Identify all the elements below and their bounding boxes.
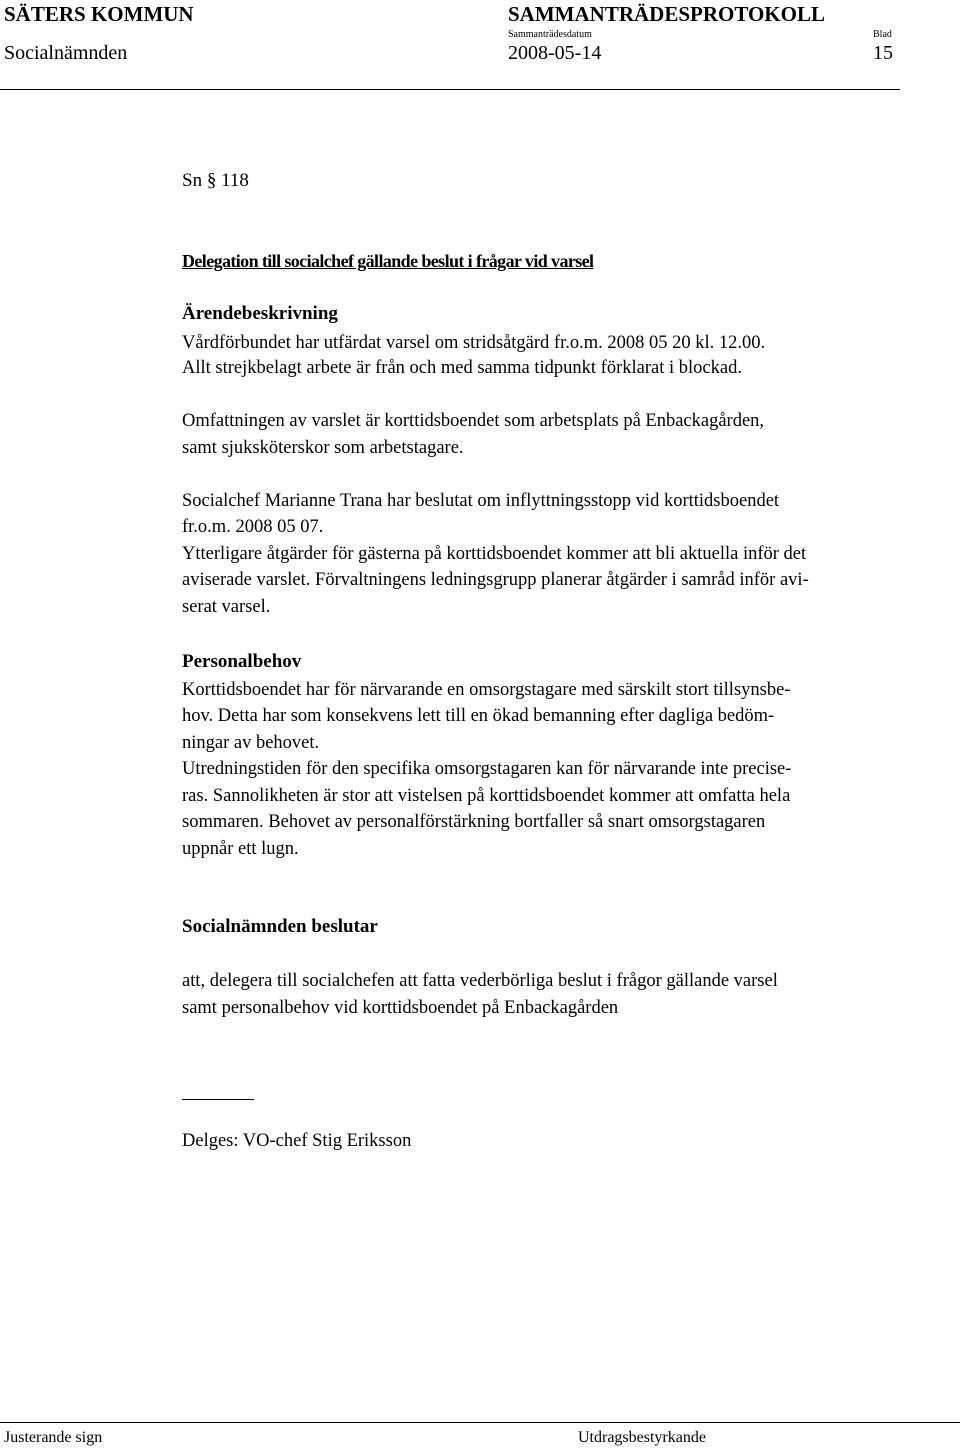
header-rule bbox=[0, 89, 900, 90]
paragraph-line: Socialchef Marianne Trana har beslutat om inflyttningsstopp vid korttidsboendet bbox=[182, 491, 780, 511]
paragraph-line: Vårdförbundet har utfärdat varsel om stridsåtgärd fr.o.m. 2008 05 20 kl. 12.00. bbox=[182, 333, 766, 353]
paragraph-line: ras. Sannolikheten är stor att vistelsen på korttidsboendet kommer att omfatta hela bbox=[182, 786, 791, 806]
section-title: Delegation till socialchef gällande beslut i frågar vid varsel bbox=[182, 251, 594, 271]
signature-rule bbox=[182, 1099, 254, 1100]
meeting-date: 2008-05-14 bbox=[508, 42, 602, 64]
paragraph-line: uppnår ett lugn. bbox=[182, 839, 299, 859]
beslut-heading: Socialnämnden beslutar bbox=[182, 916, 378, 937]
paragraph-line: Allt strejkbelagt arbete är från och med samma tidpunkt förklarat i blockad. bbox=[182, 358, 742, 378]
committee-name: Socialnämnden bbox=[4, 42, 128, 64]
paragraph-line: Utredningstiden för den specifika omsorgstagaren kan för närvarande inte precise- bbox=[182, 759, 792, 779]
paragraph-line: fr.o.m. 2008 05 07. bbox=[182, 517, 324, 537]
paragraph-line: hov. Detta har som konsekvens lett till en ökad bemanning efter dagliga bedöm- bbox=[182, 706, 775, 726]
paragraph-line: Ytterligare åtgärder för gästerna på korttidsboendet kommer att bli aktuella inför det bbox=[182, 544, 807, 564]
section-number: Sn § 118 bbox=[182, 170, 249, 191]
paragraph-line: sommaren. Behovet av personalförstärkning bortfaller så snart omsorgstagaren bbox=[182, 812, 766, 832]
justerande-sign: Justerande sign bbox=[4, 1429, 103, 1446]
date-label: Sammanträdesdatum bbox=[508, 29, 592, 40]
personalbehov-heading: Personalbehov bbox=[182, 651, 302, 672]
paragraph-line: serat varsel. bbox=[182, 597, 271, 617]
paragraph-line: Omfattningen av varslet är korttidsboendet som arbetsplats på Enbackagården, bbox=[182, 411, 765, 431]
org-name: SÄTERS KOMMUN bbox=[4, 2, 194, 26]
decision-line: samt personalbehov vid korttidsboendet på Enbackagården bbox=[182, 998, 619, 1018]
paragraph-line: Korttidsboendet har för närvarande en omsorgstagare med särskilt stort tillsynsbe- bbox=[182, 680, 791, 700]
paragraph-line: aviserade varslet. Förvaltningens ledningsgrupp planerar åtgärder i samråd inför avi- bbox=[182, 570, 809, 590]
page-label: Blad bbox=[873, 29, 892, 40]
decision-line: att, delegera till socialchefen att fatta vederbörliga beslut i frågor gällande varsel bbox=[182, 971, 778, 991]
paragraph-line: samt sjuksköterskor som arbetstagare. bbox=[182, 438, 464, 458]
utdragsbestyrkande: Utdragsbestyrkande bbox=[578, 1429, 706, 1446]
arendebeskrivning-heading: Ärendebeskrivning bbox=[182, 303, 338, 324]
page-number: 15 bbox=[873, 42, 893, 64]
document-type: SAMMANTRÄDESPROTOKOLL bbox=[508, 2, 825, 26]
delges-line: Delges: VO-chef Stig Eriksson bbox=[182, 1131, 412, 1151]
footer-rule bbox=[0, 1422, 960, 1423]
paragraph-line: ningar av behovet. bbox=[182, 733, 320, 753]
